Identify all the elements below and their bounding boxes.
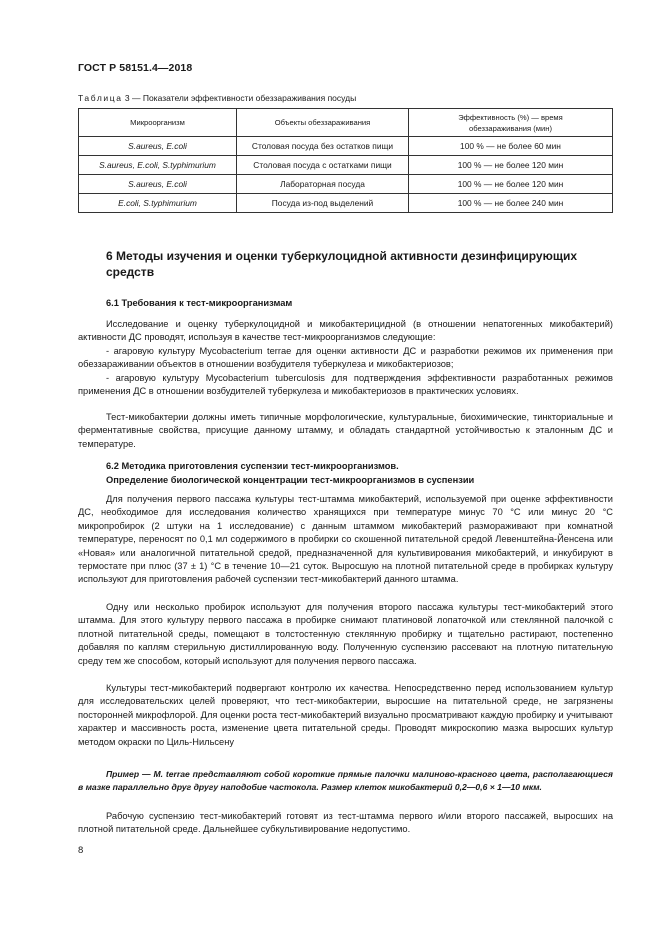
list-item: - агаровую культуру Mycobacterium terrae для оценки активности ДС и разработки режимов их применения при обеззараживании объектов в отношении возбудителя туберкулеза и микобактериозов; xyxy=(78,346,613,370)
table-row xyxy=(79,175,613,194)
example-note: Пример — M. terrae представляют собой короткие прямые палочки малиново-красного цвета, располагающиеся в мазке параллельно друг другу наподобие частокола. Размер клеток микобактерий 0,2—0,6 × 1—10 мкм. xyxy=(78,769,613,792)
paragraph: Исследование и оценку туберкулоцидной и микобактерицидной (в отношении непатогенных микобактерий) активности ДС проводят, используя в качестве тест-микроорганизмов следующие: xyxy=(78,319,613,343)
paragraph: Одну или несколько пробирок используют для получения второго пассажа культуры тест-микобактерий этого штамма. Для этого культуру первого пассажа в пробирке снимают платиновой лопаточкой или стеклянной палочкой с плотной питательной среды, помещают в толстостенную стеклянную пробирку и тщательно растирают, постепенно добавляя по каплям стерильную дистиллированную воду. Полученную суспензию рассевают на плотную питательную среду тем же способом, который используют для получения первого пассажа. xyxy=(78,602,613,666)
table-cell-efficiency: 100 % — не более 240 мин xyxy=(409,194,613,213)
table-caption-prefix: Таблица xyxy=(78,93,123,103)
table-header-row xyxy=(79,109,613,137)
standard-header: ГОСТ Р 58151.4—2018 xyxy=(78,62,193,74)
paragraph: Для получения первого пассажа культуры тест-штамма микобактерий, используемой при оценке эффективности ДС, необходимое для исследования количество хранящихся при температуре минус 70 °С или минус 20 °С микропробирок (2 штуки на 1 исследование) с данным штаммом микобактерий размораживают при комнатной температуре, переносят по 0,1 мл содержимого в пробирки со скошенной питательной средой Левенштейна-Йенсена или «Новая» или аналогичной питательной средой, предназначенной для культивирования микобактерий, и инкубируют в термостате при плюс (37 ± 1) °С в течение 10—21 суток. Выросшую на плотной питательной среде в пробирках культуру используют для приготовления рабочей суспензии тест-микобактерий данного штамма. xyxy=(78,494,613,585)
column-header-efficiency: Эффективность (%) — время обеззараживания (мин) xyxy=(409,109,613,137)
table-cell-microorganism: E.coli, S.typhimurium xyxy=(79,194,237,213)
table-cell-object: Столовая посуда с остатками пищи xyxy=(237,156,409,175)
list-item: - агаровую культуру Mycobacterium tuberculosis для подтверждения эффективности разработанных режимов применения ДС в отношении возбудителей туберкулеза и микобактериозов в практических условиях. xyxy=(78,373,613,397)
table-cell-efficiency: 100 % — не более 60 мин xyxy=(409,137,613,156)
page-number: 8 xyxy=(78,845,84,856)
table-caption xyxy=(78,93,356,103)
subsection-6-2-title-line-2: Определение биологической концентрации тест-микроорганизмов в суспензии xyxy=(106,475,475,485)
table-row xyxy=(79,194,613,213)
table-cell-efficiency: 100 % — не более 120 мин xyxy=(409,175,613,194)
table-cell-microorganism: S.aureus, E.coli xyxy=(79,175,237,194)
table-row xyxy=(79,156,613,175)
table-cell-object: Лабораторная посуда xyxy=(237,175,409,194)
table-cell-efficiency: 100 % — не более 120 мин xyxy=(409,156,613,175)
subsection-6-2-title-line-1: 6.2 Методика приготовления суспензии тест-микроорганизмов. xyxy=(106,461,399,471)
table-cell-microorganism: S.aureus, E.coli, S.typhimurium xyxy=(79,156,237,175)
table-cell-microorganism: S.aureus, E.coli xyxy=(79,137,237,156)
table-cell-object: Посуда из-под выделений xyxy=(237,194,409,213)
section-6-title: 6 Методы изучения и оценки туберкулоцидной активности дезинфицирующих средств xyxy=(106,249,577,279)
table-row xyxy=(79,137,613,156)
column-header-objects: Объекты обеззараживания xyxy=(237,109,409,137)
paragraph: Рабочую суспензию тест-микобактерий готовят из тест-штамма первого и/или второго пассажей, выросших на плотной питательной среде. Дальнейшее субкультивирование недопустимо. xyxy=(78,811,613,835)
table-caption-text: 3 — Показатели эффективности обеззараживания посуды xyxy=(122,93,357,103)
paragraph: Тест-микобактерии должны иметь типичные морфологические, культуральные, биохимические, тинкториальные и ферментативные свойства, присущие данному штамму, и обладать стандартной устойчивостью к эталонным ДС и температуре. xyxy=(78,412,613,449)
table-cell-object: Столовая посуда без остатков пищи xyxy=(237,137,409,156)
column-header-microorganism: Микроорганизм xyxy=(79,109,237,137)
paragraph: Культуры тест-микобактерий подвергают контролю их качества. Непосредственно перед использованием культур для исследовательских целей проверяют, что тест-микобактерии, выросшие на питательной среде, не загрязнены посторонней микрофлорой. Для оценки роста тест-микобактерий визуально просматривают каждую пробирку и учитывают характер и массивность роста, изменение цвета питательной среды. Проводят микроскопию мазка выросших культур методом окраски по Циль-Нильсену xyxy=(78,683,613,747)
efficiency-table xyxy=(78,108,613,213)
subsection-6-1-title: 6.1 Требования к тест-микроорганизмам xyxy=(106,298,293,308)
